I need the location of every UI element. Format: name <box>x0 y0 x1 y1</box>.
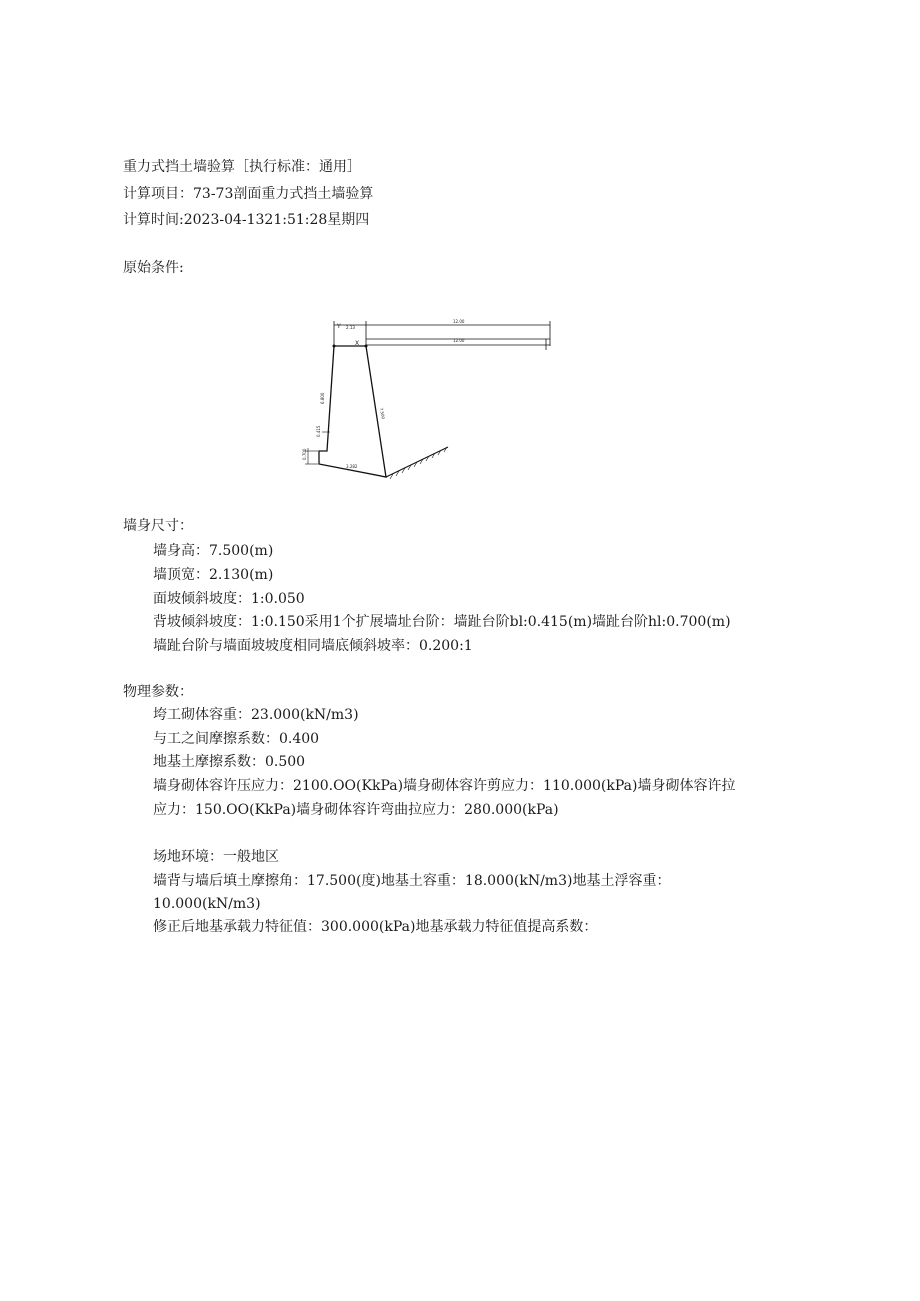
friction-coefficient: 与工之间摩擦系数：0.400 <box>153 731 320 747</box>
project-name: 计算项目：73-73剖面重力式挡土墙验算 <box>123 186 374 202</box>
back-slope: 背坡倾斜坡度：1:0.150采用1个扩展墙址台阶：墙趾台阶bl:0.415(m)墙趾台阶hl:0.700(m) <box>153 614 731 630</box>
toe-step-slope: 墙趾台阶与墙面坡坡度相同墙底倾斜坡率：0.200:1 <box>153 638 473 654</box>
wall-top-width: 墙顶宽：2.130(m) <box>153 567 274 583</box>
axis-x-label: X <box>355 340 360 347</box>
slope-top-label: 12.00 <box>453 338 465 343</box>
conditions-heading: 原始条件: <box>123 260 184 276</box>
masonry-unit-weight: 垮工砌体容重：23.000(kN∕m3) <box>153 707 359 723</box>
face-slope: 面坡倾斜坡度：1:0.050 <box>153 591 305 607</box>
retaining-wall-diagram <box>298 312 560 484</box>
wall-outline <box>319 346 386 477</box>
report-title: 重力式挡土墙验算［执行标准：通用］ <box>123 159 361 175</box>
top-dim-label: 12.00 <box>453 319 465 324</box>
foundation-friction: 地基土摩擦系数：0.500 <box>153 754 306 770</box>
backfill-friction: 墙背与墙后填土摩擦角：17.500(度)地基土容重：18.000(kN∕m3)地基土浮容重： <box>153 873 671 889</box>
allowable-stresses: 墙身砌体容许压应力：2100.OO(KkPa)墙身砌体容许剪应力：110.000(kPa)墙身砌体容许拉 <box>153 778 736 794</box>
back-slope-label: 7.500 <box>379 407 386 420</box>
buoyant-weight: 10.000(kN∕m3) <box>153 896 261 912</box>
physical-params-heading: 物理参数： <box>123 684 193 700</box>
front-height-label: 6.800 <box>320 392 325 404</box>
top-width-label: 2.13 <box>346 325 355 330</box>
step-b-label: 0.415 <box>316 425 321 437</box>
wall-dimensions-heading: 墙身尺寸： <box>123 518 193 534</box>
wall-section-svg <box>298 312 560 484</box>
base-label: 3.282 <box>346 464 358 469</box>
wall-height: 墙身高：7.500(m) <box>153 543 274 559</box>
axis-y-label: Y <box>337 323 341 330</box>
bearing-capacity: 修正后地基承载力特征值：300.000(kPa)地基承载力特征值提高系数： <box>153 919 598 935</box>
step-h-label: 0.700 <box>302 448 307 460</box>
calc-time: 计算时间:2023-04-1321:51:28星期四 <box>123 212 370 228</box>
allowable-stresses-cont: 应力：150.OO(KkPa)墙身砌体容许弯曲拉应力：280.000(kPa) <box>153 802 559 818</box>
site-environment: 场地环境：一般地区 <box>153 849 279 865</box>
